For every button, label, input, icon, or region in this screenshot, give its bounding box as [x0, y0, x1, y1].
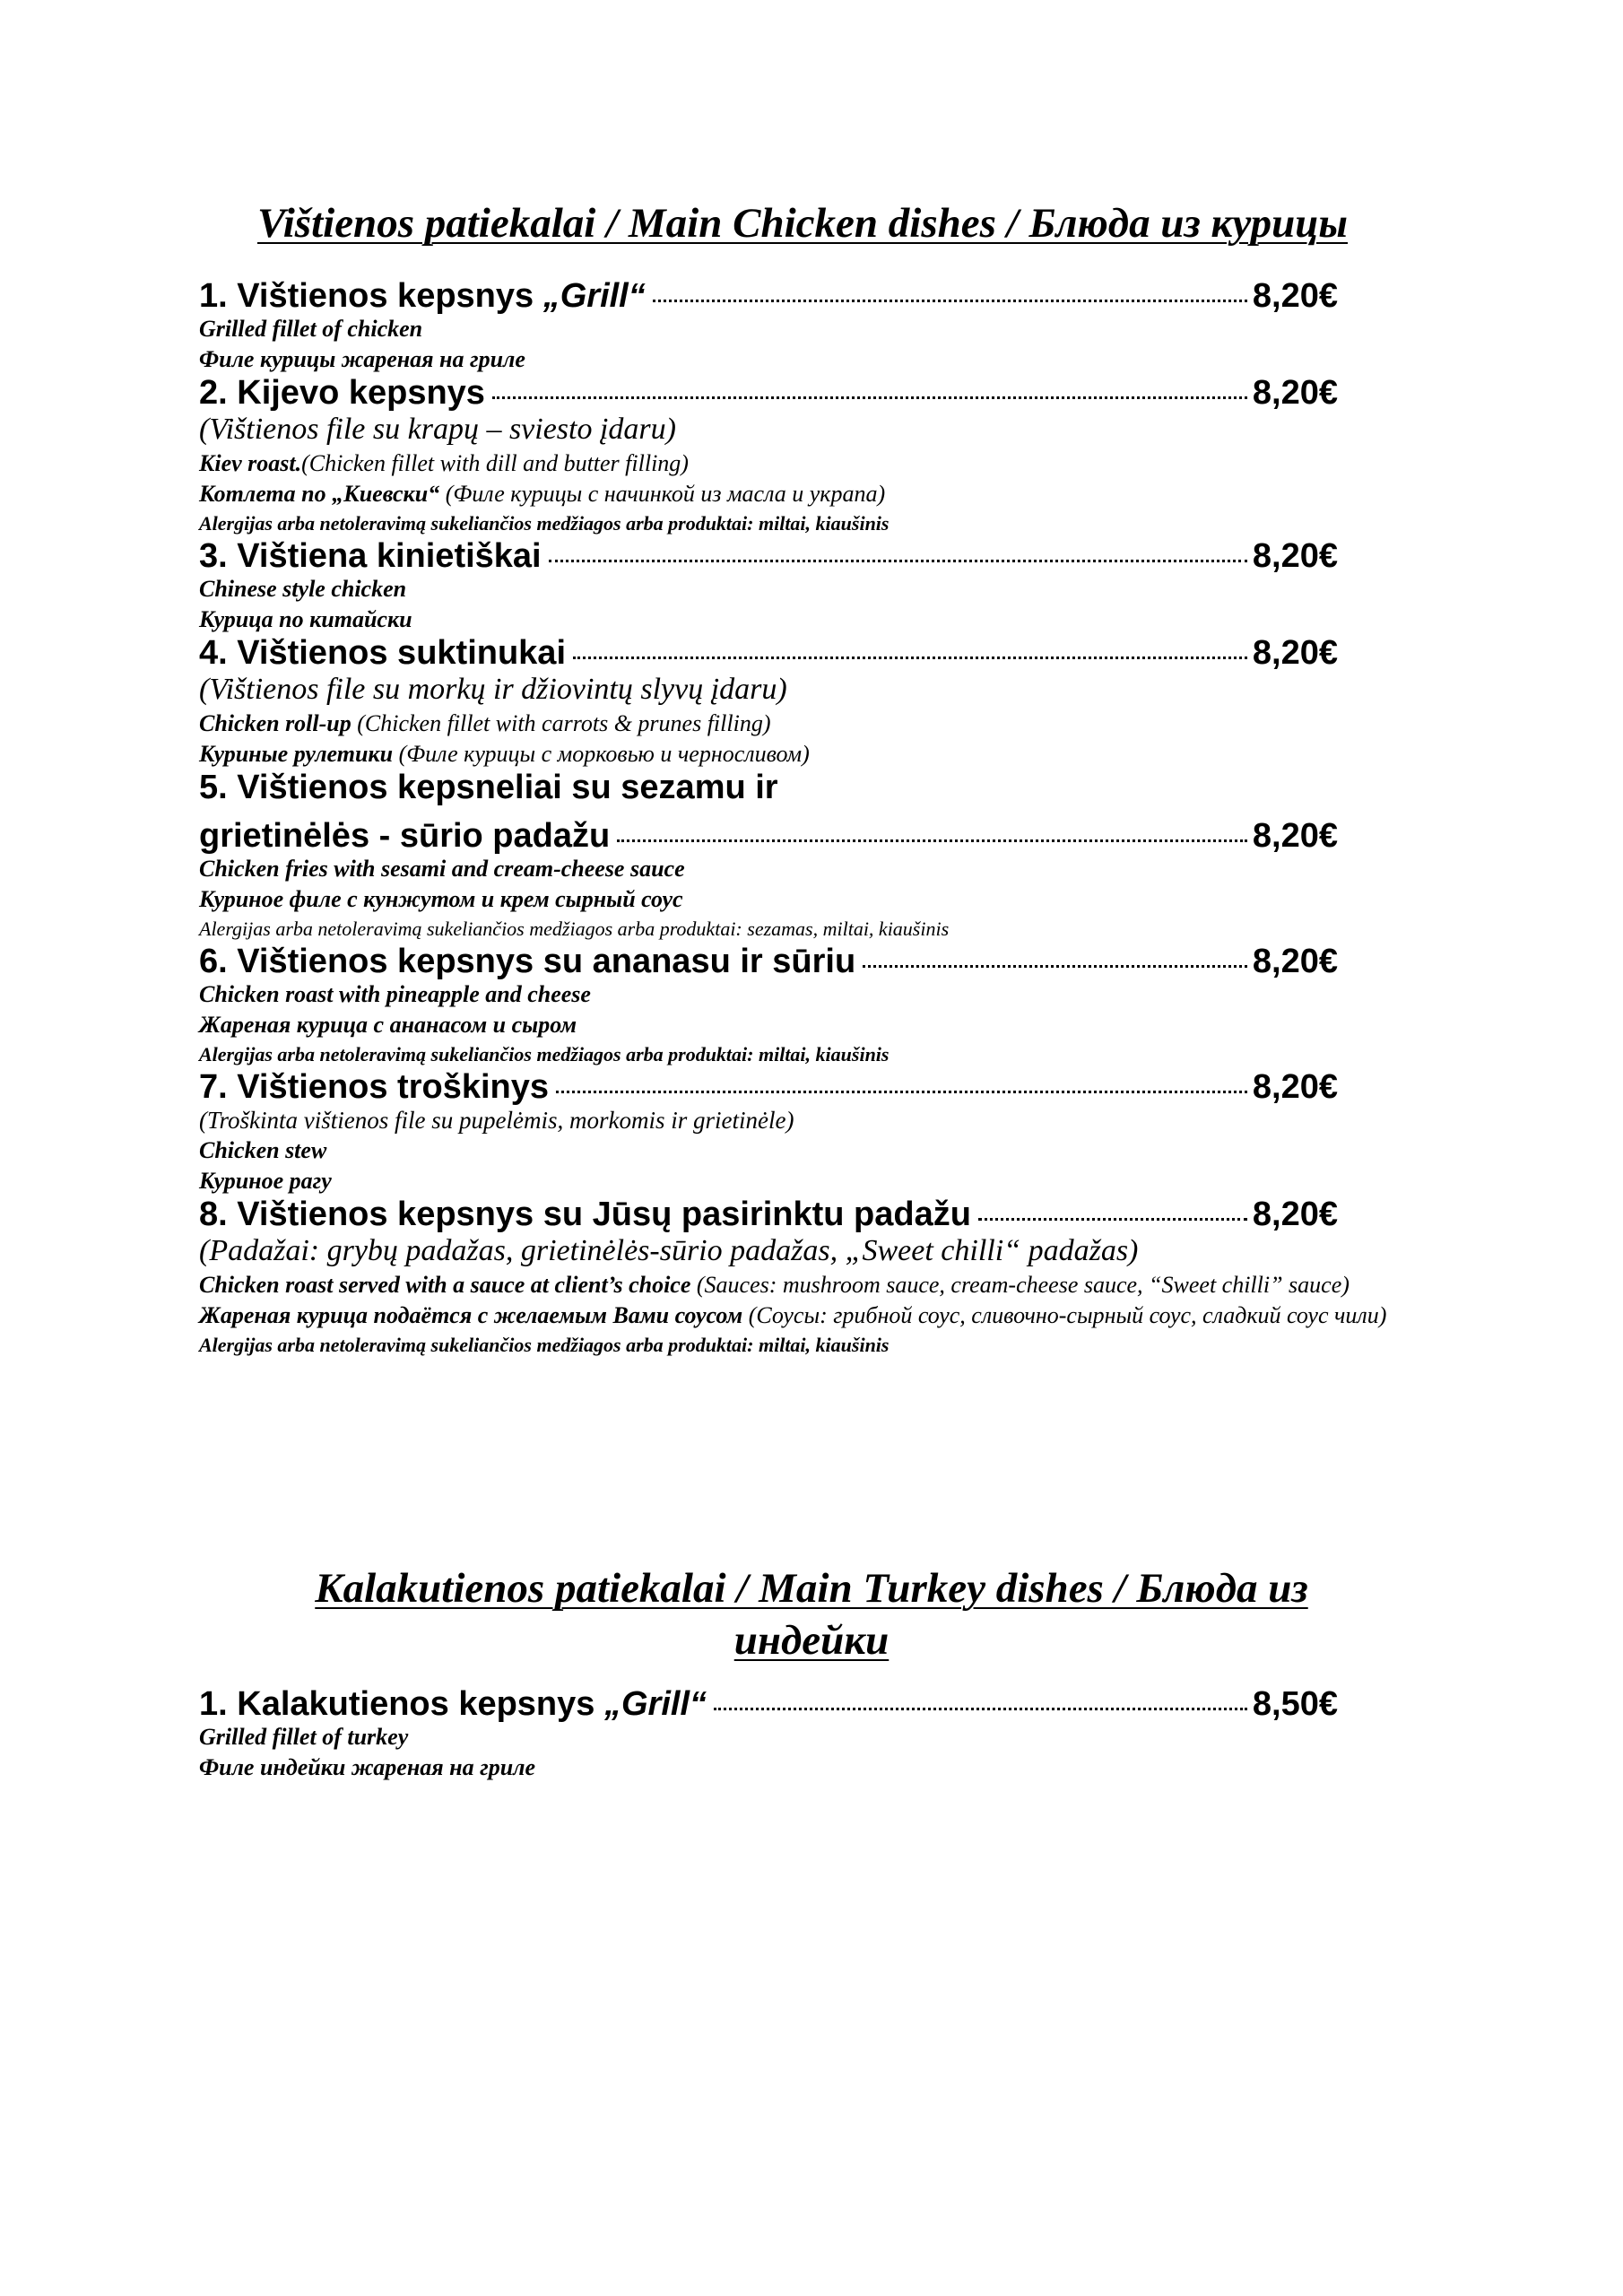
dish-russian: Курица по китайски [199, 606, 412, 632]
dish-english: Chicken roll-up (Chicken fillet with carrots & prunes filling) [199, 710, 771, 736]
dish-english: Grilled fillet of chicken [199, 316, 423, 342]
dish-name: 6. Vištienos kepsnys su ananasu ir sūriu [199, 943, 856, 980]
allergen-note: Alergijas arba netoleravimą sukeliančios medžiagos arba produktai: miltai, kiaušinis [199, 1334, 890, 1356]
turkey-dish-list [199, 1686, 1454, 1783]
dot-leader [863, 965, 1247, 968]
dish-russian: Куриные рулетики (Филе курицы с морковью и черносливом) [199, 741, 810, 767]
dish-name: 8. Vištienos kepsnys su Jūsų pasirinktu padažu [199, 1196, 971, 1233]
dish-english: Chinese style chicken [199, 576, 407, 602]
dish-name: 1. Kalakutienos kepsnys „Grill“ [199, 1685, 707, 1723]
dish-price: 8,20€ [1252, 277, 1338, 315]
dish-name: 4. Vištienos suktinukai [199, 634, 567, 672]
menu-item [199, 1686, 1454, 1783]
allergen-note: Alergijas arba netoleravimą sukeliančios medžiagos arba produktai: miltai, kiaušinis [199, 1043, 890, 1065]
menu-item [199, 770, 1454, 944]
menu-item-header [199, 1196, 1338, 1232]
dish-name: 3. Vištiena kinietiškai [199, 537, 542, 575]
dish-price: 8,20€ [1252, 817, 1338, 855]
dish-english: Chicken fries with sesami and cream-cheese sauce [199, 856, 685, 882]
menu-item [199, 278, 1454, 375]
dish-lithuanian-description: (Vištienos file su krapų – sviesto įdaru) [199, 413, 676, 446]
dish-russian: Филе индейки жареная на гриле [199, 1754, 536, 1780]
menu-item-header [199, 944, 1338, 979]
dish-russian: Котлета по „Киевски“ (Филе курицы с начинкой из масла и украпа) [199, 481, 886, 507]
menu-item-header [199, 375, 1338, 411]
dot-leader [978, 1218, 1247, 1221]
menu-item-header [199, 635, 1338, 671]
allergen-note: Alergijas arba netoleravimą sukeliančios medžiagos arba produktai: miltai, kiaušinis [199, 512, 890, 535]
dish-price: 8,50€ [1252, 1685, 1338, 1723]
dish-price: 8,20€ [1252, 1068, 1338, 1106]
dish-lithuanian-description: (Vištienos file su morkų ir džiovintų slyvų įdaru) [199, 673, 787, 706]
dish-price: 8,20€ [1252, 634, 1338, 672]
dish-english: Chicken stew [199, 1137, 327, 1163]
menu-item-header [199, 818, 1338, 854]
dish-russian: Куриное рагу [199, 1168, 332, 1194]
dish-name: grietinėlės - sūrio padažu [199, 817, 611, 855]
chicken-dish-list [199, 278, 1454, 1360]
menu-item-header [199, 278, 1338, 314]
dish-price: 8,20€ [1252, 537, 1338, 575]
dot-leader [617, 839, 1247, 842]
dish-english: Chicken roast with pineapple and cheese [199, 981, 591, 1007]
menu-item [199, 1196, 1454, 1360]
turkey-section-title: Kalakutienos patiekalai / Main Turkey dishes / Блюда из индейки [315, 1565, 1308, 1664]
dish-name: 7. Vištienos troškinys [199, 1068, 550, 1106]
dish-name: 2. Kijevo kepsnys [199, 374, 485, 412]
dish-english: Grilled fillet of turkey [199, 1724, 409, 1750]
dish-name: 1. Vištienos kepsnys „Grill“ [199, 277, 646, 315]
dish-name-line1: 5. Vištienos kepsneliai su sezamu ir [199, 769, 778, 806]
dish-russian: Жареная курица подаётся с желаемым Вами соусом (Соусы: грибной соус, сливочно-сырный соус, сладкий соус чили) [199, 1302, 1387, 1328]
allergen-note: Alergijas arba netoleravimą sukeliančios medžiagos arba produktai: sezamas, miltai, kiaušinis [199, 918, 950, 940]
menu-item-header [199, 1686, 1338, 1722]
dish-price: 8,20€ [1252, 1196, 1338, 1233]
dot-leader [714, 1708, 1247, 1710]
dish-lithuanian-description: (Padažai: grybų padažas, grietinėlės-sūrio padažas, „Sweet chilli“ padažas) [199, 1234, 1139, 1267]
dot-leader [549, 560, 1247, 562]
menu-item [199, 1069, 1454, 1196]
dish-lithuanian-description: (Troškinta vištienos file su pupelėmis, morkomis ir grietinėle) [199, 1107, 794, 1134]
dot-leader [556, 1091, 1247, 1093]
dot-leader [653, 300, 1247, 302]
dish-english: Chicken roast served with a sauce at client’s choice (Sauces: mushroom sauce, cream-cheese sauce, “Sweet chilli” sauce) [199, 1272, 1350, 1298]
menu-item [199, 375, 1454, 538]
dish-price: 8,20€ [1252, 943, 1338, 980]
dish-price: 8,20€ [1252, 374, 1338, 412]
dish-english: Kiev roast.(Chicken fillet with dill and butter filling) [199, 450, 689, 476]
dish-russian: Жареная курица с ананасом и сыром [199, 1012, 577, 1038]
dot-leader [573, 657, 1247, 659]
dish-russian: Филе курицы жареная на гриле [199, 346, 525, 372]
dot-leader [492, 396, 1247, 399]
chicken-section-title: Vištienos patiekalai / Main Chicken dishes / Блюда из курицы [256, 200, 1349, 247]
menu-item-header [199, 538, 1338, 574]
menu-item [199, 635, 1454, 770]
menu-item [199, 944, 1454, 1069]
menu-item-header [199, 1069, 1338, 1105]
menu-item [199, 538, 1454, 635]
dish-russian: Куриное филе с кунжутом и крем сырный соус [199, 886, 683, 912]
